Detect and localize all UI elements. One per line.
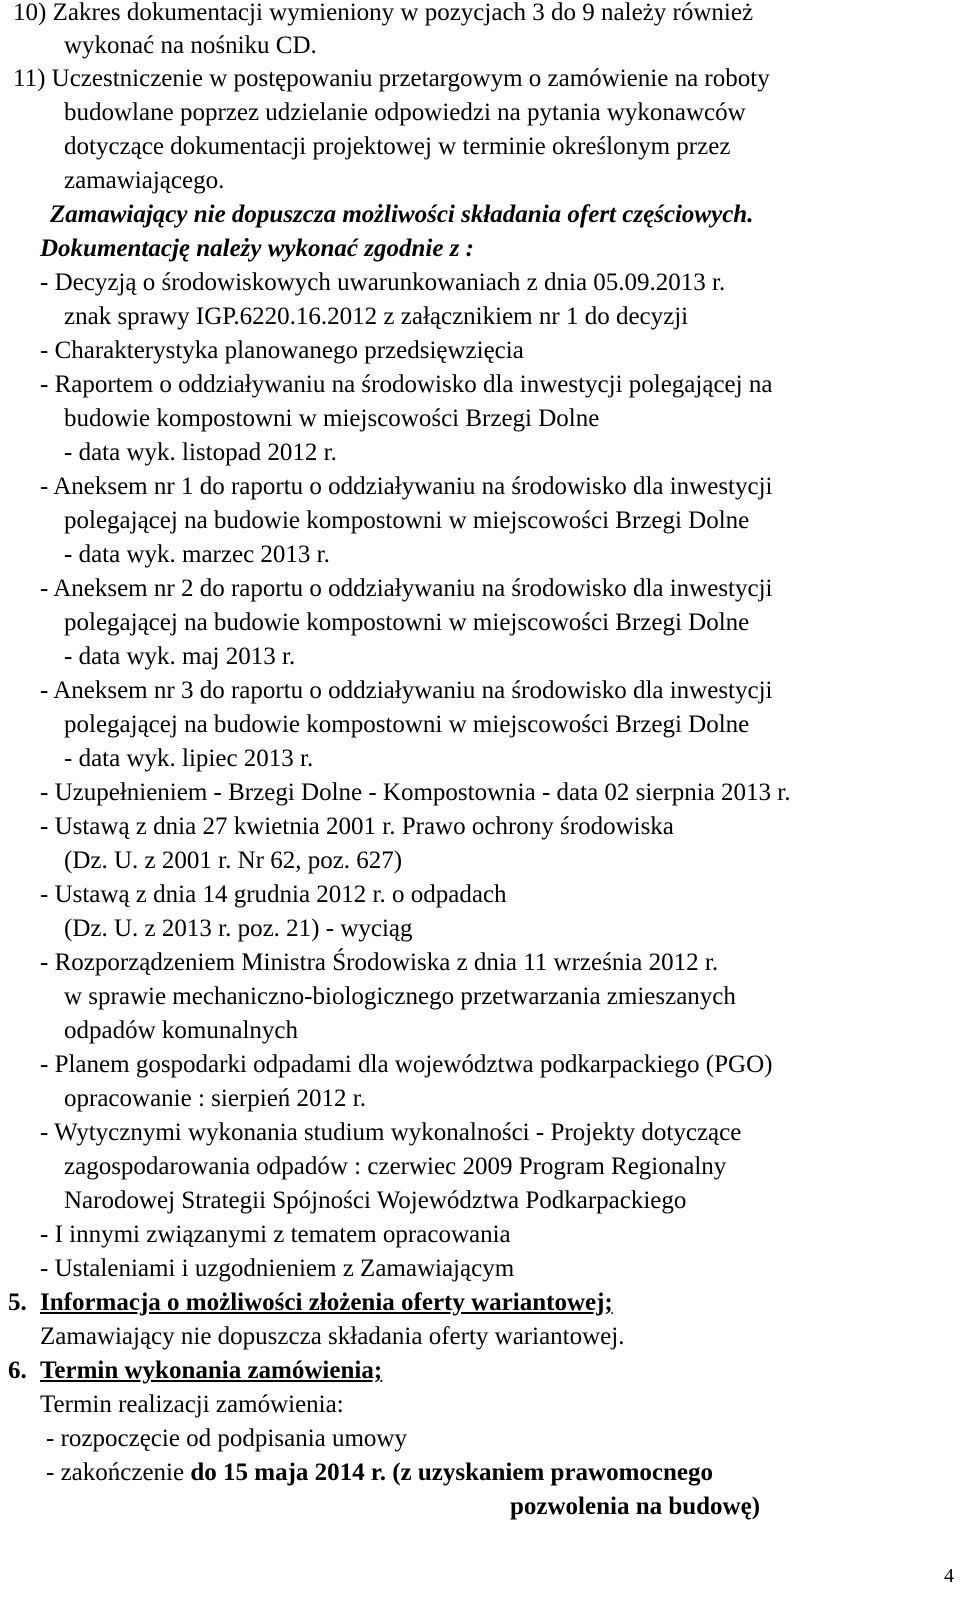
section-6-end — [46, 1456, 713, 1489]
section-6-start: - rozpoczęcie od podpisania umowy — [46, 1425, 407, 1452]
list-item: - Ustaleniami i uzgodnieniem z Zamawiającym — [40, 1255, 515, 1282]
list-item-continuation: - data wyk. marzec 2013 r. — [64, 541, 330, 568]
text-line: budowlane poprzez udzielanie odpowiedzi na pytania wykonawców — [64, 99, 746, 126]
list-item-continuation: - data wyk. listopad 2012 r. — [64, 439, 337, 466]
list-item-continuation: odpadów komunalnych — [64, 1017, 298, 1044]
list-item: - Charakterystyka planowanego przedsięwzięcia — [40, 337, 524, 364]
list-item: - Ustawą z dnia 27 kwietnia 2001 r. Prawo ochrony środowiska — [40, 813, 674, 840]
text-line: 11) Uczestniczenie w postępowaniu przetargowym o zamówienie na roboty — [13, 65, 770, 92]
section-6-heading: Termin wykonania zamówienia; — [40, 1357, 383, 1384]
section-5-heading: Informacja o możliwości złożenia oferty wariantowej; — [40, 1289, 613, 1316]
text-line: 10) Zakres dokumentacji wymieniony w pozycjach 3 do 9 należy również — [13, 0, 754, 26]
section-6-end-continuation: pozwolenia na budowę) — [510, 1493, 761, 1520]
documentation-heading: Dokumentację należy wykonać zgodnie z : — [40, 235, 475, 262]
text-line: dotyczące dokumentacji projektowej w terminie określonym przez — [64, 133, 731, 160]
list-item: - Aneksem nr 3 do raportu o oddziaływaniu na środowisko dla inwestycji — [40, 677, 773, 704]
list-item: - Aneksem nr 1 do raportu o oddziaływaniu na środowisko dla inwestycji — [40, 473, 773, 500]
list-item: - Rozporządzeniem Ministra Środowiska z dnia 11 września 2012 r. — [40, 949, 719, 976]
section-5-text: Zamawiający nie dopuszcza składania oferty wariantowej. — [40, 1323, 625, 1350]
list-item: - I innymi związanymi z tematem opracowania — [40, 1221, 511, 1248]
list-item: - Ustawą z dnia 14 grudnia 2012 r. o odpadach — [40, 881, 507, 908]
page-number: 4 — [944, 1565, 954, 1587]
list-item: - Planem gospodarki odpadami dla województwa podkarpackiego (PGO) — [40, 1051, 773, 1078]
section-5-number: 5. — [8, 1289, 27, 1316]
list-item-continuation: zagospodarowania odpadów : czerwiec 2009 Program Regionalny — [64, 1153, 727, 1180]
section-6-end-label: - zakończenie — [46, 1459, 191, 1486]
list-item-continuation: polegającej na budowie kompostowni w miejscowości Brzegi Dolne — [64, 609, 750, 636]
section-6-text: Termin realizacji zamówienia: — [40, 1391, 344, 1418]
list-item: - Wytycznymi wykonania studium wykonalności - Projekty dotyczące — [40, 1119, 742, 1146]
list-item: - Aneksem nr 2 do raportu o oddziaływaniu na środowisko dla inwestycji — [40, 575, 773, 602]
text-line: zamawiającego. — [64, 167, 225, 194]
list-item: - Decyzją o środowiskowych uwarunkowaniach z dnia 05.09.2013 r. — [40, 269, 726, 296]
list-item-continuation: Narodowej Strategii Spójności Województwa Podkarpackiego — [64, 1187, 687, 1214]
text-line: wykonać na nośniku CD. — [64, 32, 317, 59]
list-item: - Raportem o oddziaływaniu na środowisko dla inwestycji polegającej na — [40, 371, 773, 398]
notice-partial-offers: Zamawiający nie dopuszcza możliwości składania ofert częściowych. — [50, 201, 754, 228]
list-item-continuation: polegającej na budowie kompostowni w miejscowości Brzegi Dolne — [64, 711, 750, 738]
list-item-continuation: (Dz. U. z 2013 r. poz. 21) - wyciąg — [64, 915, 413, 942]
list-item-continuation: budowie kompostowni w miejscowości Brzegi Dolne — [64, 405, 600, 432]
list-item-continuation: - data wyk. lipiec 2013 r. — [64, 745, 314, 772]
section-6-number: 6. — [8, 1357, 27, 1384]
list-item-continuation: w sprawie mechaniczno-biologicznego przetwarzania zmieszanych — [64, 983, 736, 1010]
list-item-continuation: (Dz. U. z 2001 r. Nr 62, poz. 627) — [64, 847, 403, 874]
list-item-continuation: polegającej na budowie kompostowni w miejscowości Brzegi Dolne — [64, 507, 750, 534]
list-item-continuation: - data wyk. maj 2013 r. — [64, 643, 296, 670]
list-item-continuation: znak sprawy IGP.6220.16.2012 z załącznikiem nr 1 do decyzji — [64, 303, 689, 330]
list-item: - Uzupełnieniem - Brzegi Dolne - Kompostownia - data 02 sierpnia 2013 r. — [40, 779, 791, 806]
section-6-end-date: do 15 maja 2014 r. (z uzyskaniem prawomocnego — [190, 1459, 714, 1486]
list-item-continuation: opracowanie : sierpień 2012 r. — [64, 1085, 366, 1112]
